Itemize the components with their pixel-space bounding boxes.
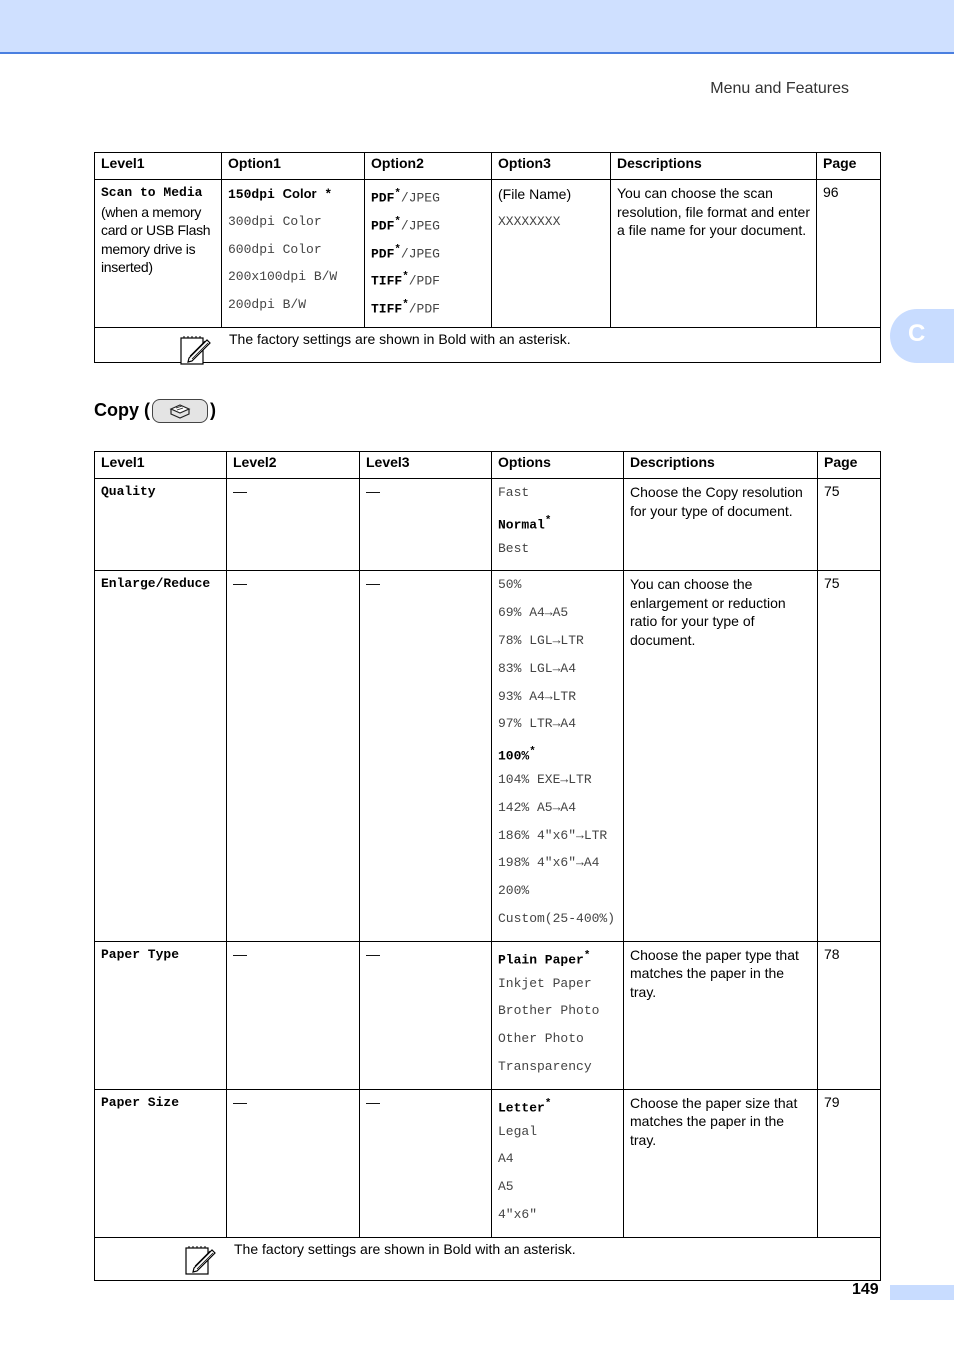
level3-cell: — bbox=[360, 941, 492, 1089]
note-row bbox=[95, 1237, 881, 1280]
table-header-row bbox=[95, 452, 881, 479]
level1-cell: Paper Type bbox=[95, 941, 227, 1089]
description-cell: Choose the paper size that matches the paper in the tray. bbox=[624, 1089, 818, 1237]
option2-cell bbox=[365, 180, 492, 328]
side-tab bbox=[890, 309, 954, 363]
copy-icon bbox=[152, 399, 208, 423]
level2-cell: — bbox=[227, 941, 360, 1089]
options-cell bbox=[492, 941, 624, 1089]
level3-cell: — bbox=[360, 1089, 492, 1237]
copy-heading bbox=[94, 399, 216, 423]
option-item: Best bbox=[498, 540, 530, 556]
options-cell bbox=[492, 571, 624, 941]
table-row bbox=[95, 180, 881, 328]
option-item: 104% EXE→LTR bbox=[498, 771, 592, 787]
option-item: PDF*/JPEG bbox=[371, 215, 440, 234]
column-header: Level2 bbox=[227, 452, 360, 479]
column-header: Option2 bbox=[365, 153, 492, 180]
option-item: 198% 4"x6"→A4 bbox=[498, 855, 600, 871]
option-item: A4 bbox=[498, 1151, 514, 1167]
note-text: The factory settings are shown in Bold with an asterisk. bbox=[234, 1240, 576, 1257]
option-item: XXXXXXXX bbox=[498, 213, 561, 229]
level1-cell: Quality bbox=[95, 479, 227, 571]
option-item: 150dpi Color * bbox=[228, 186, 333, 202]
option-item: 69% A4→A5 bbox=[498, 605, 569, 621]
page-cell: 75 bbox=[818, 479, 881, 571]
section-title: Menu and Features bbox=[710, 80, 849, 97]
option-item: 142% A5→A4 bbox=[498, 799, 577, 815]
option-item: (File Name) bbox=[498, 186, 572, 202]
table-header-row bbox=[95, 153, 881, 180]
option-item: A5 bbox=[498, 1179, 514, 1195]
option-item: 300dpi Color bbox=[228, 213, 322, 229]
level1-name: Scan to Media bbox=[101, 185, 203, 200]
table-row bbox=[95, 571, 881, 941]
option-item: 50% bbox=[498, 577, 522, 593]
level2-cell: — bbox=[227, 479, 360, 571]
note-row bbox=[95, 327, 881, 362]
table-row bbox=[95, 1089, 881, 1237]
column-header: Level1 bbox=[95, 452, 227, 479]
column-header: Option3 bbox=[492, 153, 611, 180]
option-item: 100%* bbox=[498, 746, 536, 764]
header-bar bbox=[0, 0, 954, 54]
option-item: 83% LGL→A4 bbox=[498, 660, 577, 676]
option-item: 93% A4→LTR bbox=[498, 688, 577, 704]
level3-cell: — bbox=[360, 571, 492, 941]
page-cell: 75 bbox=[818, 571, 881, 941]
option-item: 600dpi Color bbox=[228, 241, 322, 257]
options-cell bbox=[492, 479, 624, 571]
option-item: 200dpi B/W bbox=[228, 297, 307, 313]
table-row bbox=[95, 941, 881, 1089]
column-header: Options bbox=[492, 452, 624, 479]
option-item: TIFF*/PDF bbox=[371, 271, 440, 289]
option-item: Normal* bbox=[498, 514, 552, 533]
option3-cell bbox=[492, 180, 611, 328]
option-item: 78% LGL→LTR bbox=[498, 632, 584, 648]
page-number: 149 bbox=[852, 1281, 879, 1298]
level1-cell: Enlarge/Reduce bbox=[95, 571, 227, 941]
option-item: PDF*/JPEG bbox=[371, 243, 440, 261]
side-tab-letter: C bbox=[908, 320, 926, 347]
note-pencil-icon bbox=[184, 1244, 216, 1276]
level1-cell: Paper Size bbox=[95, 1089, 227, 1237]
column-header: Page bbox=[818, 452, 881, 479]
note-text: The factory settings are shown in Bold with an asterisk. bbox=[229, 330, 571, 347]
description-cell: Choose the Copy resolution for your type of document. bbox=[624, 479, 818, 571]
option-item: 200x100dpi B/W bbox=[228, 269, 338, 285]
option-item: 4"x6" bbox=[498, 1206, 538, 1222]
option-item: Fast bbox=[498, 485, 530, 500]
page-cell: 78 bbox=[818, 941, 881, 1089]
level1-cell bbox=[95, 180, 222, 328]
level2-cell: — bbox=[227, 571, 360, 941]
option-item: Inkjet Paper bbox=[498, 975, 592, 991]
option-item: Letter* bbox=[498, 1097, 552, 1116]
column-header: Option1 bbox=[222, 153, 365, 180]
description-cell: You can choose the enlargement or reduction ratio for your type of document. bbox=[624, 571, 818, 941]
copy-heading-text: Copy bbox=[94, 399, 139, 420]
option-item: Brother Photo bbox=[498, 1003, 600, 1019]
page-cell: 79 bbox=[818, 1089, 881, 1237]
column-header: Level1 bbox=[95, 153, 222, 180]
option-item: TIFF*/PDF bbox=[371, 299, 440, 317]
option-item: 97% LTR→A4 bbox=[498, 716, 577, 732]
option-item: Plain Paper* bbox=[498, 949, 591, 968]
option-item: Custom(25-400%) bbox=[498, 910, 616, 926]
option-item: 186% 4"x6"→LTR bbox=[498, 827, 608, 843]
option-item: 200% bbox=[498, 883, 530, 899]
description-cell: You can choose the scan resolution, file format and enter a file name for your document. bbox=[611, 180, 817, 328]
note-pencil-icon bbox=[179, 334, 211, 366]
scan-to-media-table bbox=[94, 152, 881, 363]
table-row bbox=[95, 479, 881, 571]
options-cell bbox=[492, 1089, 624, 1237]
option-item: Transparency bbox=[498, 1058, 592, 1074]
option-item: Other Photo bbox=[498, 1031, 584, 1047]
footer-bar bbox=[890, 1285, 954, 1300]
column-header: Page bbox=[817, 153, 881, 180]
option1-cell bbox=[222, 180, 365, 328]
open-paren: ( bbox=[144, 399, 151, 420]
page-cell: 96 bbox=[817, 180, 881, 328]
column-header: Level3 bbox=[360, 452, 492, 479]
level1-note: (when a memory card or USB Flash memory drive is inserted) bbox=[101, 203, 211, 275]
column-header: Descriptions bbox=[611, 153, 817, 180]
option-item: Legal bbox=[498, 1123, 538, 1139]
column-header: Descriptions bbox=[624, 452, 818, 479]
close-paren: ) bbox=[210, 399, 217, 420]
level2-cell: — bbox=[227, 1089, 360, 1237]
description-cell: Choose the paper type that matches the paper in the tray. bbox=[624, 941, 818, 1089]
option-item: PDF*/JPEG bbox=[371, 188, 440, 206]
copy-table bbox=[94, 451, 881, 1281]
level3-cell: — bbox=[360, 479, 492, 571]
